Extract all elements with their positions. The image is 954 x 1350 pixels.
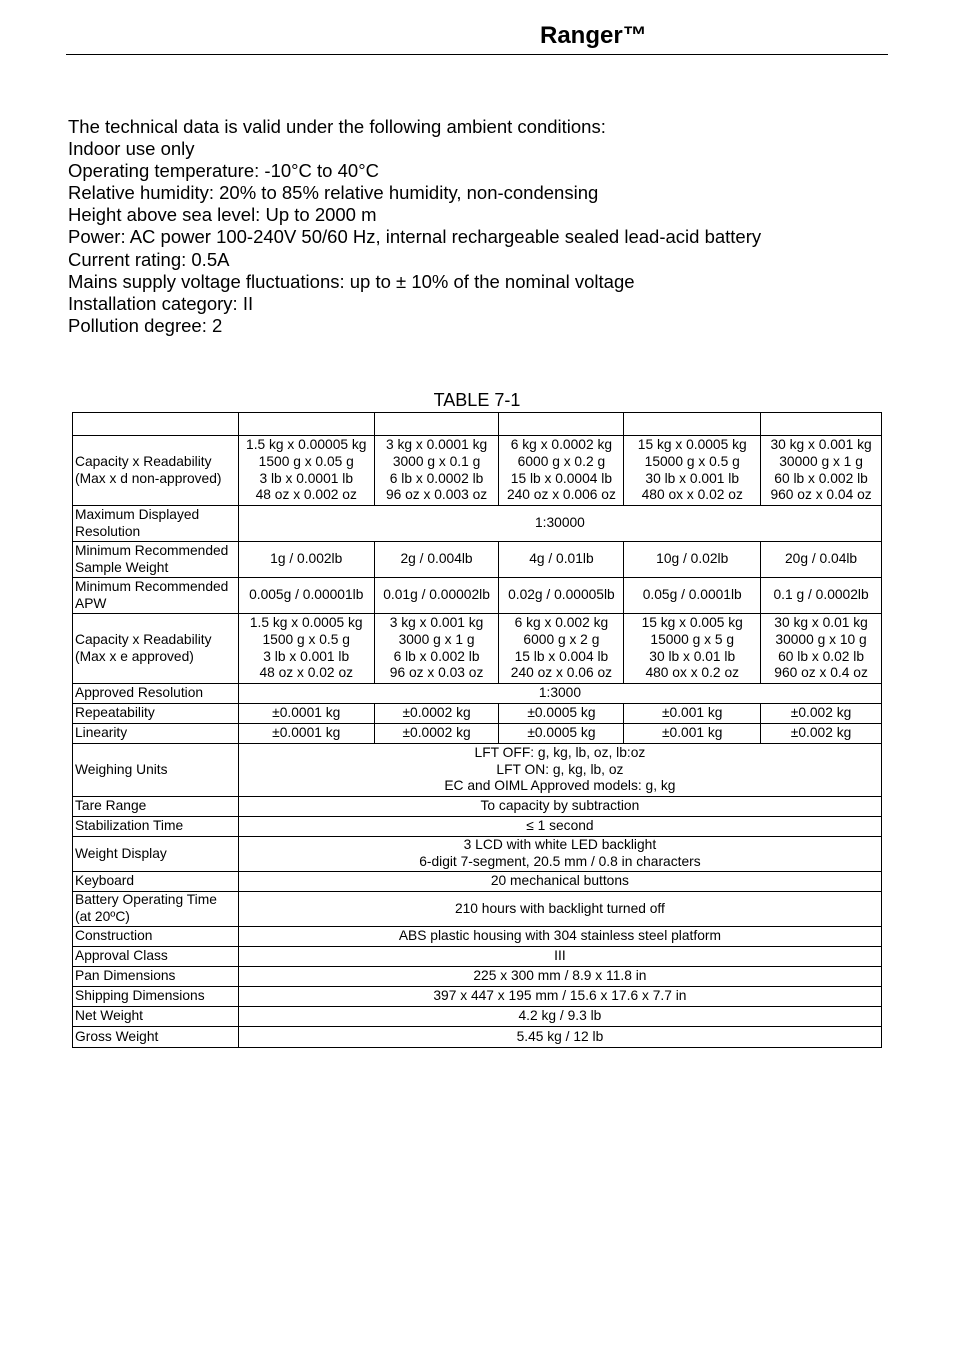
condition-line: Power: AC power 100-240V 50/60 Hz, internal rechargeable sealed lead-acid battery [68,226,762,248]
condition-line: Indoor use only [68,138,195,160]
value-line: LFT ON: g, kg, lb, oz [496,761,624,777]
value-line: 15000 g x 5 g [650,631,735,647]
row-label: Capacity x Readability (Max x e approved) [73,614,239,684]
value-cell: ±0.0001 kg [238,704,374,724]
value-line: 6 lb x 0.002 lb [393,648,480,664]
value-cell [238,614,374,684]
spanning-value-cell: To capacity by subtraction [238,797,881,817]
value-line: 1500 g x 0.5 g [262,631,350,647]
value-line: 30000 g x 1 g [779,453,863,469]
value-line: 3 kg x 0.0001 kg [385,436,488,452]
value-line: 240 oz x 0.06 oz [510,665,613,681]
value-cell: ±0.001 kg [624,704,761,724]
table-row [73,744,882,797]
value-line: 30 kg x 0.001 kg [770,436,872,452]
value-line: 30000 g x 10 g [775,631,867,647]
value-line: 3 LCD with white LED backlight [463,837,657,853]
value-cell [374,436,499,506]
spanning-value-cell: 397 x 447 x 195 mm / 15.6 x 17.6 x 7.7 in [238,987,881,1007]
condition-line: Height above sea level: Up to 2000 m [68,204,377,226]
value-cell: ±0.0005 kg [499,724,624,744]
value-line: 3 kg x 0.001 kg [389,614,484,630]
value-cell: 4g / 0.01lb [499,542,624,578]
value-line: 48 oz x 0.002 oz [255,487,357,503]
value-cell: 2g / 0.004lb [374,542,499,578]
value-line: 6 lb x 0.0002 lb [389,470,484,486]
spanning-value-cell: 4.2 kg / 9.3 lb [238,1007,881,1027]
value-line: 30 lb x 0.01 lb [649,648,736,664]
value-line: 30 kg x 0.01 kg [774,614,868,630]
specifications-table [72,412,882,1048]
spanning-value-cell: 1:3000 [238,684,881,704]
table-caption: TABLE 7-1 [433,390,521,410]
page-header-title: Ranger™ [540,22,647,49]
value-cell [761,614,882,684]
value-cell: ±0.0005 kg [499,704,624,724]
value-line: 48 oz x 0.02 oz [259,665,354,681]
value-line: 3000 g x 1 g [398,631,475,647]
table-row [73,797,882,817]
table-row [73,436,882,506]
value-cell: 1g / 0.002lb [238,542,374,578]
spanning-value-cell [238,837,881,872]
row-label: Approved Resolution [73,684,239,704]
value-cell: ±0.0002 kg [374,724,499,744]
header-divider [66,54,888,55]
value-cell [499,436,624,506]
spanning-value-cell: 5.45 kg / 12 lb [238,1027,881,1048]
value-cell: ±0.002 kg [761,704,882,724]
table-row [73,724,882,744]
row-label: Battery Operating Time (at 20ºC) [73,892,239,927]
value-line: 1500 g x 0.05 g [258,453,354,469]
value-cell: ±0.001 kg [624,724,761,744]
value-line: 6000 g x 0.2 g [517,453,606,469]
row-label: Net Weight [73,1007,239,1027]
ambient-conditions [68,116,761,337]
value-line: 96 oz x 0.03 oz [389,665,484,681]
value-cell [374,614,499,684]
value-line: 6 kg x 0.002 kg [514,614,609,630]
condition-line: Mains supply voltage fluctuations: up to ± 10% of the nominal voltage [68,270,635,292]
table-row [73,1027,882,1048]
value-cell [624,436,761,506]
value-line: 3 lb x 0.0001 lb [259,470,354,486]
table-row [73,614,882,684]
value-cell: 20g / 0.04lb [761,542,882,578]
value-cell: 0.1 g / 0.0002lb [761,578,882,614]
spanning-value-cell: ≤ 1 second [238,817,881,837]
row-label: Construction [73,927,239,947]
value-cell: ±0.002 kg [761,724,882,744]
row-label: Repeatability [73,704,239,724]
table-row [73,892,882,927]
table-row [73,987,882,1007]
row-label: Linearity [73,724,239,744]
value-line: 1.5 kg x 0.00005 kg [246,436,367,452]
conditions-intro: The technical data is valid under the following ambient conditions: [68,116,606,137]
value-line: LFT OFF: g, kg, lb, oz, lb:oz [474,744,646,760]
table-row [73,927,882,947]
row-label: Keyboard [73,872,239,892]
value-line: 60 lb x 0.002 lb [774,470,868,486]
value-line: EC and OIML Approved models: g, kg [444,778,676,794]
condition-line: Current rating: 0.5A [68,248,230,270]
table-row [73,947,882,967]
table-row [73,817,882,837]
value-cell: 0.02g / 0.00005lb [499,578,624,614]
value-cell [238,436,374,506]
value-cell: 0.005g / 0.00001lb [238,578,374,614]
value-cell: 0.01g / 0.00002lb [374,578,499,614]
spanning-value-cell: 225 x 300 mm / 8.9 x 11.8 in [238,967,881,987]
table-row [73,704,882,724]
table-row [73,872,882,892]
row-label: Weight Display [73,837,239,872]
row-label: Minimum Recommended Sample Weight [73,542,239,578]
value-line: 6-digit 7-segment, 20.5 mm / 0.8 in characters [419,854,701,869]
value-line: 480 ox x 0.02 oz [641,487,743,503]
row-label: Approval Class [73,947,239,967]
table-row [73,684,882,704]
spanning-value-cell: III [238,947,881,967]
table-row [73,837,882,872]
value-line: 3000 g x 0.1 g [392,453,481,469]
header-cell [374,413,499,436]
value-line: 240 oz x 0.006 oz [506,487,616,503]
header-cell [73,413,239,436]
value-line: 6 kg x 0.0002 kg [510,436,613,452]
value-line: 15 lb x 0.0004 lb [510,470,613,486]
row-label: Maximum Displayed Resolution [73,506,239,542]
spanning-value-cell [238,744,881,797]
table-row [73,542,882,578]
row-label: Stabilization Time [73,817,239,837]
value-line: 6000 g x 2 g [523,631,600,647]
header-cell [761,413,882,436]
value-line: 1.5 kg x 0.0005 kg [249,614,363,630]
row-label: Pan Dimensions [73,967,239,987]
value-line: 15 lb x 0.004 lb [514,648,609,664]
value-line: 960 oz x 0.4 oz [774,665,868,681]
value-line: 15 kg x 0.005 kg [641,614,743,630]
value-line: 15 kg x 0.0005 kg [637,436,747,452]
condition-line: Operating temperature: -10°C to 40°C [68,160,379,182]
value-line: 960 oz x 0.04 oz [770,487,872,503]
value-cell: ±0.0002 kg [374,704,499,724]
value-cell [624,614,761,684]
row-label: Capacity x Readability (Max x d non-approved) [73,436,239,506]
table-header-row [73,413,882,436]
header-cell [624,413,761,436]
spanning-value-cell: 20 mechanical buttons [238,872,881,892]
condition-line: Relative humidity: 20% to 85% relative humidity, non-condensing [68,182,599,204]
value-cell: 0.05g / 0.0001lb [624,578,761,614]
value-line: 480 ox x 0.2 oz [645,665,740,681]
value-line: 3 lb x 0.001 lb [263,648,350,664]
value-line: 30 lb x 0.001 lb [645,470,740,486]
value-line: 96 oz x 0.003 oz [385,487,488,503]
value-line: 15000 g x 0.5 g [644,453,740,469]
spanning-value-cell: 1:30000 [238,506,881,542]
value-cell: 10g / 0.02lb [624,542,761,578]
value-cell [761,436,882,506]
header-cell [499,413,624,436]
value-cell [499,614,624,684]
condition-line: Installation category: II [68,292,254,314]
value-cell: ±0.0001 kg [238,724,374,744]
spanning-value-cell: ABS plastic housing with 304 stainless steel platform [238,927,881,947]
value-line: 60 lb x 0.02 lb [778,648,865,664]
table-row [73,967,882,987]
row-label: Minimum Recommended APW [73,578,239,614]
row-label: Tare Range [73,797,239,817]
header-cell [238,413,374,436]
row-label: Weighing Units [73,744,239,797]
spanning-value-cell: 210 hours with backlight turned off [238,892,881,927]
row-label: Gross Weight [73,1027,239,1048]
table-row [73,506,882,542]
condition-line: Pollution degree: 2 [68,314,223,336]
table-row [73,578,882,614]
row-label: Shipping Dimensions [73,987,239,1007]
table-row [73,1007,882,1027]
